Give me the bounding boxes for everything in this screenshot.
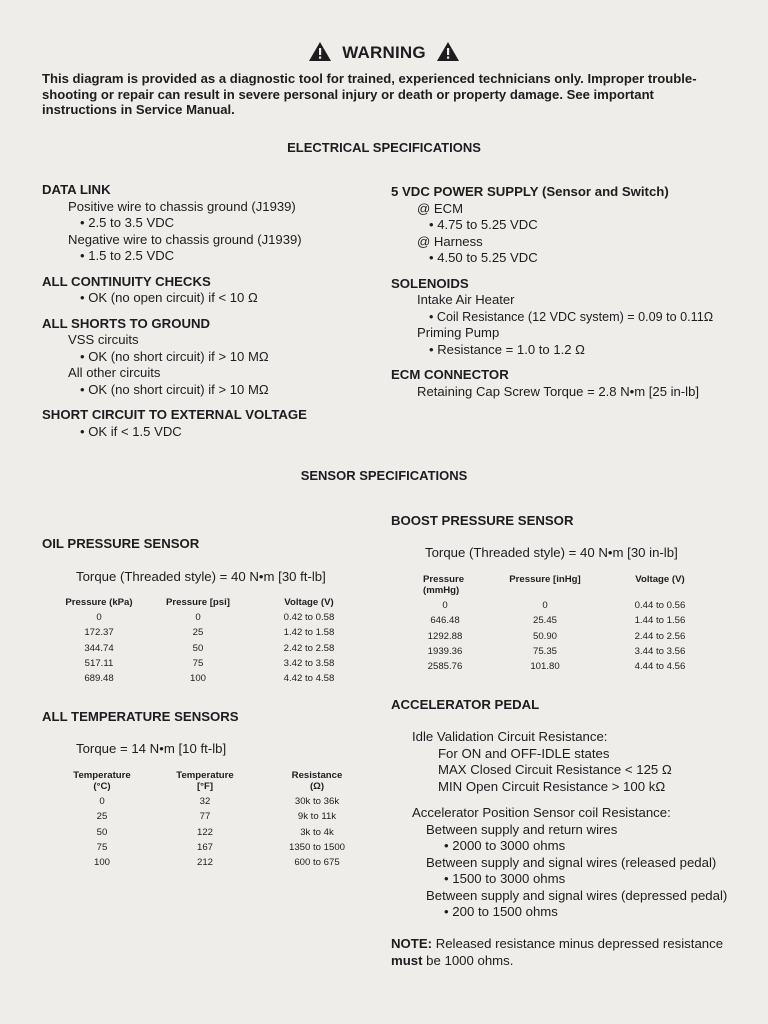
solenoids-heading: SOLENOIDS	[391, 275, 469, 291]
data-link-negative: Negative wire to chassis ground (J1939)	[68, 231, 302, 247]
note-label: NOTE:	[391, 936, 433, 951]
table-cell: 344.74	[84, 642, 114, 654]
warning-text: This diagram is provided as a diagnostic tool for trained, experienced technicians only. Improper trouble-shooting or repair can result in severe personal injury or death or property damage. See important instructions in Service Manual.	[42, 71, 697, 117]
temperature-torque: Torque = 14 N•m [10 ft-lb]	[76, 741, 227, 756]
table-cell: 0	[99, 796, 105, 807]
table-row	[55, 641, 365, 656]
table-cell: 4.42 to 4.58	[283, 673, 335, 685]
supply-signal-depressed: Between supply and signal wires (depressed pedal)	[426, 887, 728, 903]
accelerator-pedal-block	[412, 729, 752, 921]
table-cell: 100	[93, 857, 110, 869]
table-row	[55, 840, 373, 855]
table-row	[55, 610, 365, 625]
table-cell: 75	[192, 657, 204, 669]
table-cell: 517.11	[84, 657, 114, 669]
boost-pressure-table	[405, 574, 715, 674]
table-cell: 0.42 to 0.58	[283, 612, 335, 623]
note-end: be 1000 ohms.	[422, 952, 514, 968]
table-cell: 1.44 to 1.56	[634, 615, 686, 627]
table-cell: 122	[196, 826, 213, 838]
short-external-value: • OK if < 1.5 VDC	[80, 423, 182, 439]
data-link-positive-value: • 2.5 to 3.5 VDC	[80, 215, 175, 230]
note-text: Released resistance minus depressed resistance	[432, 936, 724, 951]
table-header: Pressure [inHg]	[509, 574, 581, 585]
warning-title: WARNING	[342, 43, 426, 62]
accelerator-pedal-heading: ACCELERATOR PEDAL	[391, 697, 540, 712]
intake-air-heater: Intake Air Heater	[417, 292, 515, 307]
power-ecm-value: • 4.75 to 5.25 VDC	[429, 217, 538, 232]
max-closed-resistance: MAX Closed Circuit Resistance < 125 Ω	[438, 762, 672, 777]
table-row	[405, 613, 715, 628]
table-cell: 1350 to 1500	[288, 841, 346, 853]
table-row	[55, 656, 365, 671]
supply-signal-released-value: • 1500 to 3000 ohms	[444, 871, 566, 886]
ecm-connector-heading: ECM CONNECTOR	[391, 367, 509, 382]
priming-pump: Priming Pump	[417, 325, 500, 340]
oil-pressure-heading: OIL PRESSURE SENSOR	[42, 536, 200, 551]
table-row	[405, 629, 715, 644]
table-row	[405, 659, 715, 674]
data-link-negative-value: • 1.5 to 2.5 VDC	[80, 248, 175, 263]
table-cell: 9k to 11k	[297, 811, 337, 823]
table-header: Voltage (V)	[284, 597, 334, 608]
table-header: Resistance (Ω)	[291, 770, 343, 792]
table-header: Temperature [°F]	[176, 770, 234, 792]
idle-validation: Idle Validation Circuit Resistance:	[412, 729, 608, 744]
table-cell: 2.42 to 2.58	[283, 642, 335, 654]
boost-pressure-heading: BOOST PRESSURE SENSOR	[391, 513, 574, 528]
supply-return: Between supply and return wires	[426, 821, 618, 837]
vss-circuits: VSS circuits	[68, 332, 139, 347]
table-cell: 50.90	[532, 630, 557, 642]
vss-circuits-value: • OK (no short circuit) if > 10 MΩ	[80, 348, 269, 364]
table-header: Pressure (mmHg)	[423, 574, 465, 596]
priming-pump-value: • Resistance = 1.0 to 1.2 Ω	[429, 341, 585, 357]
table-header: Pressure [psi]	[166, 597, 230, 608]
temperature-table	[55, 770, 373, 870]
table-row	[405, 598, 715, 613]
supply-signal-depressed-value: • 200 to 1500 ohms	[444, 904, 558, 919]
data-link-positive: Positive wire to chassis ground (J1939)	[68, 198, 296, 214]
table-header: Pressure (kPa)	[65, 597, 133, 608]
table-header: Temperature (°C)	[73, 770, 131, 792]
table-cell: 1292.88	[427, 630, 463, 642]
table-cell: 75	[96, 841, 108, 853]
table-header: Voltage (V)	[635, 574, 685, 585]
table-cell: 75.35	[532, 645, 557, 657]
table-cell: 1.42 to 1.58	[283, 627, 335, 639]
aps-coil-resistance: Accelerator Position Sensor coil Resistance:	[412, 805, 671, 820]
table-cell: 3.44 to 3.56	[634, 645, 686, 657]
idle-states: For ON and OFF-IDLE states	[438, 745, 610, 761]
intake-air-heater-value: • Coil Resistance (12 VDC system) = 0.09 to 0.11Ω	[429, 309, 714, 324]
table-row	[55, 855, 373, 870]
shorts-heading: ALL SHORTS TO GROUND	[42, 315, 211, 331]
table-cell: 172.37	[84, 627, 114, 639]
power-ecm: @ ECM	[417, 200, 464, 216]
continuity-heading: ALL CONTINUITY CHECKS	[42, 273, 211, 289]
table-cell: 167	[196, 841, 213, 853]
table-cell: 212	[196, 857, 213, 869]
temperature-heading: ALL TEMPERATURE SENSORS	[42, 709, 239, 724]
power-harness-value: • 4.50 to 5.25 VDC	[429, 250, 538, 265]
table-cell: 689.48	[84, 673, 114, 685]
continuity-value: • OK (no open circuit) if < 10 Ω	[80, 290, 258, 305]
boost-pressure-torque: Torque (Threaded style) = 40 N•m [30 in-lb]	[425, 545, 678, 560]
table-cell: 50	[96, 826, 108, 838]
table-row	[55, 671, 365, 686]
data-link-heading: DATA LINK	[42, 182, 111, 197]
table-cell: 3.42 to 3.58	[283, 657, 335, 669]
supply-return-value: • 2000 to 3000 ohms	[444, 838, 566, 853]
power-supply-heading: 5 VDC POWER SUPPLY (Sensor and Switch)	[391, 184, 669, 199]
table-cell: 0	[195, 612, 201, 623]
other-circuits-value: • OK (no short circuit) if > 10 MΩ	[80, 381, 269, 397]
table-cell: 0	[96, 612, 102, 623]
table-cell: 3k to 4k	[300, 826, 334, 838]
table-row	[55, 625, 365, 640]
warning-triangle-icon	[309, 42, 331, 61]
sensor-section-title: SENSOR SPECIFICATIONS	[300, 468, 468, 483]
table-cell: 0	[442, 600, 448, 611]
note-must: must	[391, 952, 423, 968]
table-cell: 25	[192, 627, 204, 639]
table-cell: 4.44 to 4.56	[634, 661, 686, 673]
table-cell: 2.44 to 2.56	[634, 630, 686, 642]
table-cell: 77	[199, 811, 211, 823]
oil-pressure-torque: Torque (Threaded style) = 40 N•m [30 ft-lb]	[76, 569, 326, 584]
electrical-section-title: ELECTRICAL SPECIFICATIONS	[287, 140, 481, 155]
table-cell: 100	[189, 673, 206, 685]
table-cell: 25.45	[532, 615, 557, 627]
table-cell: 2585.76	[427, 661, 463, 673]
table-row	[55, 825, 373, 840]
table-row	[405, 644, 715, 659]
table-cell: 0	[542, 600, 548, 611]
table-cell: 600 to 675	[294, 857, 340, 869]
table-cell: 646.48	[430, 615, 460, 627]
table-cell: 101.80	[530, 661, 560, 673]
warning-triangle-icon	[437, 42, 459, 61]
electrical-left-column	[42, 182, 382, 440]
table-cell: 30k to 36k	[294, 796, 340, 807]
power-harness: @ Harness	[417, 233, 483, 249]
warning-title-row	[0, 42, 768, 63]
min-open-resistance: MIN Open Circuit Resistance > 100 kΩ	[438, 778, 666, 794]
oil-pressure-table	[55, 597, 365, 686]
ecm-connector-value: Retaining Cap Screw Torque = 2.8 N•m [25 in-lb]	[417, 383, 700, 399]
short-external-heading: SHORT CIRCUIT TO EXTERNAL VOLTAGE	[42, 407, 307, 422]
table-cell: 0.44 to 0.56	[634, 600, 686, 611]
supply-signal-released: Between supply and signal wires (released pedal)	[426, 854, 717, 870]
table-cell: 1939.36	[427, 645, 463, 657]
table-cell: 50	[192, 642, 204, 654]
electrical-right-column	[391, 184, 741, 400]
table-cell: 32	[199, 796, 211, 807]
pedal-note	[391, 936, 751, 969]
table-row	[55, 809, 373, 824]
table-cell: 25	[96, 811, 108, 823]
table-row	[55, 794, 373, 809]
other-circuits: All other circuits	[68, 365, 161, 380]
